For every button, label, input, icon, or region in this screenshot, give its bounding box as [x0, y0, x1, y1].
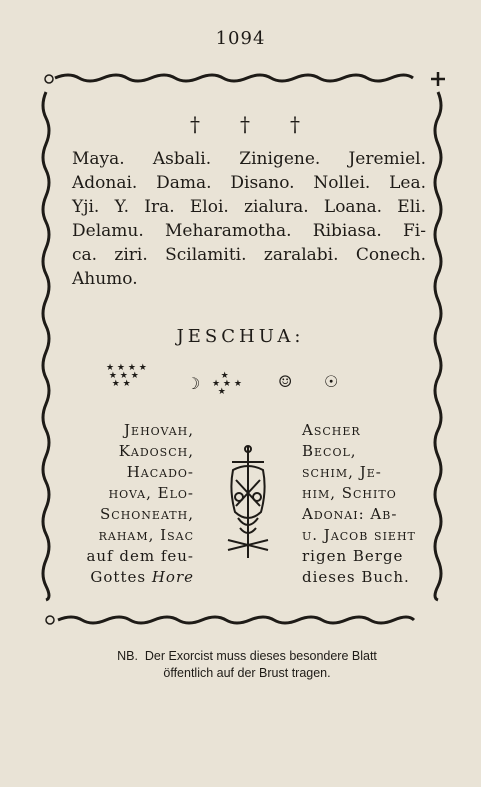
left-line: Jehovah,	[124, 421, 194, 439]
left-line: Hacado-	[126, 463, 194, 481]
right-line: u. Jacob sieht	[302, 526, 416, 544]
cross-icon: †	[190, 112, 200, 136]
footnote-line-2: öffentlich auf der Brust tragen.	[163, 666, 331, 680]
page-number: 1094	[215, 28, 266, 49]
left-line: Gottes Hore	[90, 568, 194, 586]
cross-icon: †	[240, 112, 250, 136]
left-column-text	[68, 420, 194, 588]
right-column-text	[302, 420, 426, 588]
right-line: Becol,	[302, 442, 357, 460]
star-group-icon: ★ ★ ★ ★ ★	[212, 371, 242, 397]
italic-word: Hore	[151, 568, 194, 586]
right-line: dieses Buch.	[302, 568, 410, 586]
text-line-2: Adonai. Dama. Disano. Nollei. Lea.	[72, 173, 426, 193]
moon-symbol-icon: ☽	[186, 374, 201, 393]
right-line: Adonai: Ab-	[302, 505, 398, 523]
left-line: raham, Isac	[98, 526, 194, 544]
corner-moon-icon	[433, 612, 441, 628]
corner-ring-top-left	[45, 75, 53, 83]
heading-jeschua: JESCHUA:	[176, 326, 305, 347]
text-line-3: Yji. Y. Ira. Eloi. zialura. Loana. Eli.	[72, 197, 426, 217]
sword-emblem	[228, 446, 268, 558]
left-line: Kadosch,	[118, 442, 194, 460]
text-line-1: Maya. Asbali. Zinigene. Jeremiel.	[72, 149, 426, 169]
corner-ring-bottom-left	[46, 616, 54, 624]
corner-cross-icon	[431, 72, 445, 86]
right-line: him, Schito	[302, 484, 397, 502]
footnote-line-1: NB. Der Exorcist muss dieses besondere Blatt	[117, 649, 377, 663]
right-line: rigen Berge	[302, 547, 404, 565]
text-line-6: Ahumo.	[72, 269, 138, 289]
right-line: Ascher	[302, 421, 361, 439]
left-line: auf dem feu-	[86, 547, 194, 565]
text-line-5: ca. ziri. Scilamiti. zaralabi. Conech.	[72, 245, 426, 265]
cross-icon: †	[290, 112, 300, 136]
left-line: hova, Elo-	[108, 484, 194, 502]
top-border	[55, 75, 413, 81]
star-cluster-icon: ★ ★ ★ ★ ★ ★ ★ ★ ★	[106, 363, 147, 389]
text-line-4: Delamu. Meharamotha. Ribiasa. Fi-	[72, 221, 426, 241]
right-line: schim, Je-	[302, 463, 382, 481]
bottom-border	[58, 617, 414, 623]
left-line: Schoneath,	[100, 505, 194, 523]
sun-face-icon: ☺	[278, 372, 293, 391]
footnote	[62, 648, 432, 682]
sun-circle-icon: ☉	[324, 372, 339, 391]
three-crosses	[190, 112, 300, 136]
